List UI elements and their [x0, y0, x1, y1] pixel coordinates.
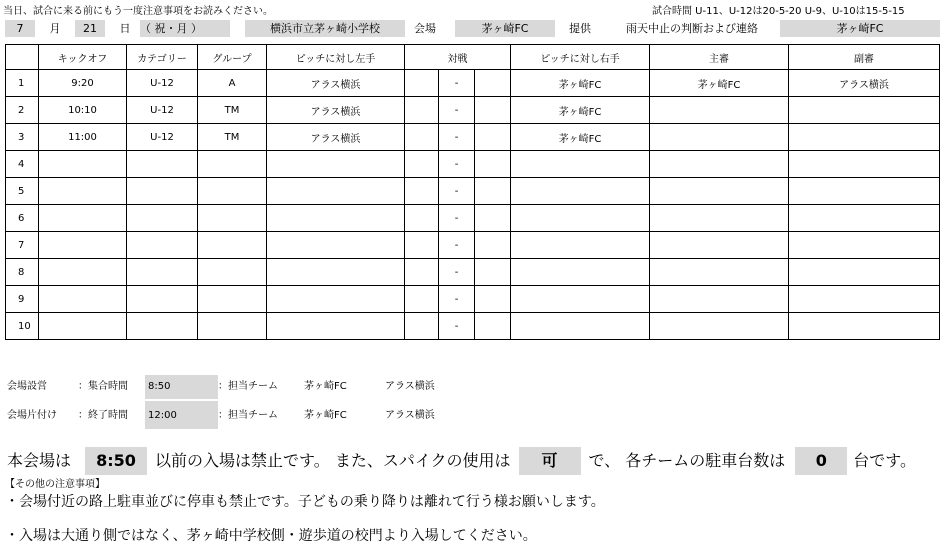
right-team-cell	[511, 151, 650, 178]
row-number: 4	[6, 151, 39, 178]
score-left-cell	[405, 70, 439, 97]
left-team-cell	[267, 151, 405, 178]
table-row	[6, 70, 940, 97]
right-team-cell: 茅ヶ崎FC	[511, 70, 650, 97]
cleanup-time-label: ：終了時間	[78, 410, 128, 421]
table-row	[6, 124, 940, 151]
entry-prefix: 本会場は	[7, 451, 72, 470]
score-right-cell	[475, 313, 511, 340]
entry-time: 8:50	[85, 447, 147, 475]
referee-cell	[650, 259, 789, 286]
spike-allowed: 可	[519, 447, 581, 475]
note-2: ・入場は大通り側ではなく、茅ヶ崎中学校側・遊歩道の校門より入場してください。	[5, 528, 537, 544]
setup-team-label: ：担当チーム	[218, 381, 278, 392]
assistant-cell	[789, 232, 940, 259]
group-cell	[198, 232, 267, 259]
row-number: 5	[6, 178, 39, 205]
kickoff-cell	[39, 313, 127, 340]
group-cell: TM	[198, 124, 267, 151]
category-cell	[127, 151, 198, 178]
cleanup-team2: アラス横浜	[385, 410, 435, 421]
right-team-cell	[511, 286, 650, 313]
match-separator: -	[439, 232, 475, 259]
left-team-cell	[267, 259, 405, 286]
other-notes-title: 【その他の注意事項】	[5, 479, 105, 490]
school-name: 横浜市立茅ヶ崎小学校	[245, 20, 405, 37]
header-match: 対戦	[405, 45, 511, 70]
referee-cell	[650, 313, 789, 340]
category-cell	[127, 205, 198, 232]
row-number: 2	[6, 97, 39, 124]
referee-cell	[650, 205, 789, 232]
score-left-cell	[405, 259, 439, 286]
category-cell	[127, 232, 198, 259]
row-number: 1	[6, 70, 39, 97]
right-team-cell	[511, 259, 650, 286]
row-number: 7	[6, 232, 39, 259]
right-team-cell: 茅ヶ崎FC	[511, 124, 650, 151]
schedule-table	[5, 44, 940, 340]
month-label: 月	[49, 22, 61, 35]
header-group: グループ	[198, 45, 267, 70]
score-left-cell	[405, 232, 439, 259]
referee-cell	[650, 97, 789, 124]
left-team-cell	[267, 286, 405, 313]
kickoff-cell	[39, 259, 127, 286]
score-left-cell	[405, 97, 439, 124]
group-cell	[198, 259, 267, 286]
row-number: 9	[6, 286, 39, 313]
match-separator: -	[439, 178, 475, 205]
score-right-cell	[475, 178, 511, 205]
table-row	[6, 259, 940, 286]
score-left-cell	[405, 205, 439, 232]
row-number: 10	[6, 313, 39, 340]
match-separator: -	[439, 259, 475, 286]
category-cell	[127, 178, 198, 205]
match-separator: -	[439, 124, 475, 151]
score-right-cell	[475, 97, 511, 124]
note-1: ・会場付近の路上駐車並びに停車も禁止です。子どもの乗り降りは離れて行う様お願いします。	[5, 494, 605, 510]
left-team-cell	[267, 205, 405, 232]
referee-cell	[650, 232, 789, 259]
left-team-cell: アラス横浜	[267, 124, 405, 151]
score-right-cell	[475, 151, 511, 178]
month-value: 7	[5, 20, 35, 37]
table-row	[6, 286, 940, 313]
match-time-text: 試合時間 U-11、U-12は20-5-20 U-9、U-10は15-5-15	[652, 6, 905, 17]
entry-suffix: 台です。	[853, 451, 917, 470]
venue-value: 茅ヶ崎FC	[455, 20, 555, 37]
setup-time: 8:50	[145, 375, 218, 399]
entry-mid1: 以前の入場は禁止です。 また、スパイクの使用は	[155, 451, 511, 470]
left-team-cell: アラス横浜	[267, 70, 405, 97]
assistant-cell	[789, 151, 940, 178]
day-label: 日	[119, 22, 131, 35]
left-team-cell: アラス横浜	[267, 97, 405, 124]
score-right-cell	[475, 232, 511, 259]
left-team-cell	[267, 232, 405, 259]
table-row	[6, 97, 940, 124]
group-cell	[198, 178, 267, 205]
group-cell	[198, 151, 267, 178]
table-row	[6, 313, 940, 340]
header-right-team: ピッチに対し右手	[511, 45, 650, 70]
score-left-cell	[405, 286, 439, 313]
table-row	[6, 178, 940, 205]
right-team-cell	[511, 205, 650, 232]
group-cell	[198, 313, 267, 340]
right-team-cell	[511, 178, 650, 205]
setup-label: 会場設営	[7, 381, 47, 392]
cleanup-label: 会場片付け	[7, 410, 57, 421]
group-cell: A	[198, 70, 267, 97]
score-left-cell	[405, 178, 439, 205]
row-number: 3	[6, 124, 39, 151]
group-cell: TM	[198, 97, 267, 124]
table-row	[6, 151, 940, 178]
setup-team1: 茅ヶ崎FC	[304, 381, 347, 392]
table-row	[6, 232, 940, 259]
score-left-cell	[405, 313, 439, 340]
entry-mid2: で、 各チームの駐車台数は	[588, 451, 786, 470]
score-right-cell	[475, 205, 511, 232]
kickoff-cell: 11:00	[39, 124, 127, 151]
assistant-cell: アラス横浜	[789, 70, 940, 97]
kickoff-cell: 10:10	[39, 97, 127, 124]
kickoff-cell	[39, 232, 127, 259]
match-separator: -	[439, 313, 475, 340]
parking-count: 0	[795, 447, 847, 475]
assistant-cell	[789, 178, 940, 205]
category-cell: U-12	[127, 124, 198, 151]
score-left-cell	[405, 124, 439, 151]
left-team-cell	[267, 313, 405, 340]
assistant-cell	[789, 124, 940, 151]
category-cell	[127, 259, 198, 286]
rain-contact: 茅ヶ崎FC	[780, 20, 940, 37]
assistant-cell	[789, 97, 940, 124]
kickoff-cell	[39, 205, 127, 232]
score-right-cell	[475, 286, 511, 313]
setup-time-label: ：集合時間	[78, 381, 128, 392]
match-separator: -	[439, 205, 475, 232]
assistant-cell	[789, 286, 940, 313]
header-category: カテゴリー	[127, 45, 198, 70]
score-left-cell	[405, 151, 439, 178]
table-header-row	[6, 45, 940, 70]
kickoff-cell: 9:20	[39, 70, 127, 97]
cleanup-team1: 茅ヶ崎FC	[304, 410, 347, 421]
left-team-cell	[267, 178, 405, 205]
weekday-value: （ 祝・月 ）	[140, 20, 230, 37]
category-cell	[127, 313, 198, 340]
header-number	[6, 45, 39, 70]
group-cell	[198, 286, 267, 313]
header-kickoff: キックオフ	[39, 45, 127, 70]
assistant-cell	[789, 313, 940, 340]
day-value: 21	[75, 20, 105, 37]
match-separator: -	[439, 151, 475, 178]
referee-cell	[650, 286, 789, 313]
assistant-cell	[789, 259, 940, 286]
provider-label: 提供	[569, 22, 591, 35]
category-cell: U-12	[127, 97, 198, 124]
category-cell	[127, 286, 198, 313]
match-separator: -	[439, 97, 475, 124]
row-number: 8	[6, 259, 39, 286]
score-right-cell	[475, 70, 511, 97]
category-cell: U-12	[127, 70, 198, 97]
assistant-cell	[789, 205, 940, 232]
header-referee: 主審	[650, 45, 789, 70]
setup-team2: アラス横浜	[385, 381, 435, 392]
referee-cell	[650, 178, 789, 205]
match-separator: -	[439, 70, 475, 97]
header-left-team: ピッチに対し左手	[267, 45, 405, 70]
header-assistant: 副審	[789, 45, 940, 70]
entry-rule-line	[7, 447, 916, 475]
cleanup-team-label: ：担当チーム	[218, 410, 278, 421]
table-row	[6, 205, 940, 232]
venue-label: 会場	[414, 22, 436, 35]
score-right-cell	[475, 259, 511, 286]
right-team-cell: 茅ヶ崎FC	[511, 97, 650, 124]
rain-label: 雨天中止の判断および連絡	[626, 22, 758, 35]
kickoff-cell	[39, 151, 127, 178]
right-team-cell	[511, 313, 650, 340]
group-cell	[198, 205, 267, 232]
kickoff-cell	[39, 178, 127, 205]
referee-cell	[650, 124, 789, 151]
referee-cell	[650, 151, 789, 178]
score-right-cell	[475, 124, 511, 151]
kickoff-cell	[39, 286, 127, 313]
match-separator: -	[439, 286, 475, 313]
notice-text: 当日、試合に来る前にもう一度注意事項をお読みください。	[3, 6, 273, 17]
row-number: 6	[6, 205, 39, 232]
cleanup-time: 12:00	[145, 401, 218, 429]
right-team-cell	[511, 232, 650, 259]
referee-cell: 茅ヶ崎FC	[650, 70, 789, 97]
